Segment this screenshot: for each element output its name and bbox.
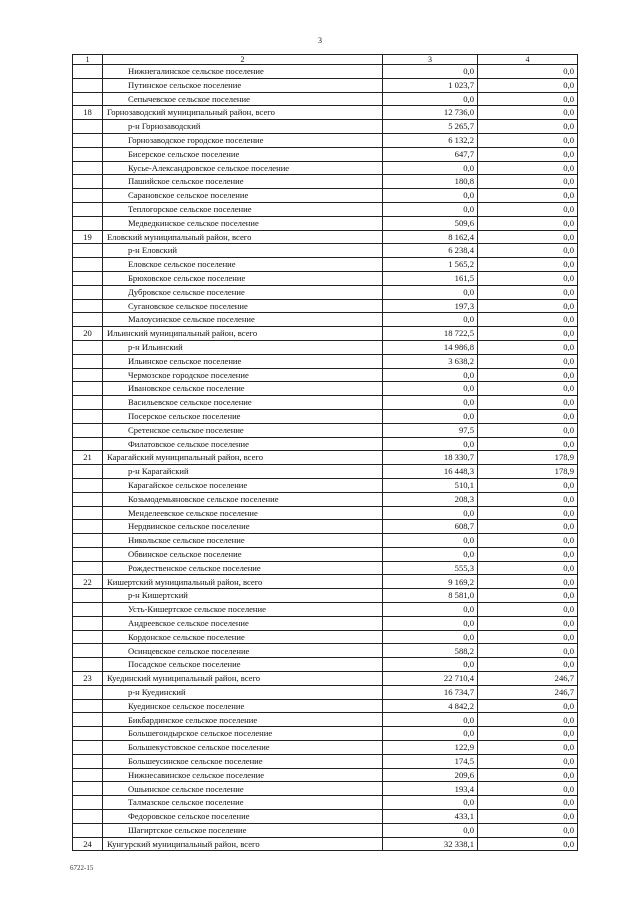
table-row: [73, 658, 578, 672]
value-col-4: 0,0: [478, 285, 578, 299]
value-col-4: 246,7: [478, 672, 578, 686]
table-row: [73, 92, 578, 106]
row-number: [73, 340, 103, 354]
row-name: Карагайское сельское поселение: [103, 478, 383, 492]
value-col-3: 18 330,7: [383, 451, 478, 465]
value-col-3: 0,0: [383, 713, 478, 727]
table-row: [73, 520, 578, 534]
footer-code: 6722-15: [70, 864, 94, 872]
table-row: [73, 340, 578, 354]
value-col-4: 0,0: [478, 133, 578, 147]
row-name: Рождественское сельское поселение: [103, 561, 383, 575]
table-row: [73, 837, 578, 851]
value-col-4: 0,0: [478, 271, 578, 285]
value-col-4: 0,0: [478, 782, 578, 796]
row-name: Кордонское сельское поселение: [103, 630, 383, 644]
row-number: 18: [73, 106, 103, 120]
value-col-4: 0,0: [478, 616, 578, 630]
value-col-4: 0,0: [478, 423, 578, 437]
table-row: [73, 768, 578, 782]
value-col-4: 0,0: [478, 727, 578, 741]
table-row: [73, 106, 578, 120]
value-col-3: 180,8: [383, 175, 478, 189]
value-col-4: 0,0: [478, 796, 578, 810]
value-col-4: 0,0: [478, 520, 578, 534]
value-col-4: 0,0: [478, 120, 578, 134]
value-col-4: 0,0: [478, 534, 578, 548]
row-number: [73, 465, 103, 479]
value-col-4: 0,0: [478, 202, 578, 216]
value-col-4: 0,0: [478, 837, 578, 851]
row-name: Нижнесавинское сельское поселение: [103, 768, 383, 782]
value-col-3: 3 638,2: [383, 354, 478, 368]
row-number: 22: [73, 575, 103, 589]
row-number: [73, 658, 103, 672]
row-number: [73, 534, 103, 548]
row-number: [73, 561, 103, 575]
value-col-4: 0,0: [478, 810, 578, 824]
row-name: Дубровское сельское поселение: [103, 285, 383, 299]
value-col-3: 8 581,0: [383, 589, 478, 603]
value-col-3: 510,1: [383, 478, 478, 492]
value-col-3: 5 265,7: [383, 120, 478, 134]
row-name: Козьмодемьяновское сельское поселение: [103, 492, 383, 506]
row-name: Брюховское сельское поселение: [103, 271, 383, 285]
value-col-4: 0,0: [478, 437, 578, 451]
value-col-3: 12 736,0: [383, 106, 478, 120]
value-col-4: 178,9: [478, 465, 578, 479]
row-number: [73, 354, 103, 368]
value-col-3: 0,0: [383, 285, 478, 299]
row-number: [73, 520, 103, 534]
row-number: [73, 133, 103, 147]
row-name: Малоусинское сельское поселение: [103, 313, 383, 327]
table-row: [73, 685, 578, 699]
value-col-4: 0,0: [478, 354, 578, 368]
value-col-3: 97,5: [383, 423, 478, 437]
table-row: [73, 258, 578, 272]
value-col-3: 193,4: [383, 782, 478, 796]
table-row: [73, 189, 578, 203]
value-col-3: 0,0: [383, 396, 478, 410]
value-col-3: 6 132,2: [383, 133, 478, 147]
value-col-4: 178,9: [478, 451, 578, 465]
row-number: [73, 313, 103, 327]
value-col-4: 0,0: [478, 327, 578, 341]
row-name: Посадское сельское поселение: [103, 658, 383, 672]
value-col-3: 161,5: [383, 271, 478, 285]
value-col-4: 0,0: [478, 147, 578, 161]
table-row: [73, 727, 578, 741]
table-row: [73, 175, 578, 189]
table-row: [73, 699, 578, 713]
value-col-3: 0,0: [383, 603, 478, 617]
row-name: Менделеевское сельское поселение: [103, 506, 383, 520]
table-row: [73, 589, 578, 603]
row-name: р-н Ильинский: [103, 340, 383, 354]
row-name: Сретенское сельское поселение: [103, 423, 383, 437]
value-col-3: 555,3: [383, 561, 478, 575]
value-col-3: 433,1: [383, 810, 478, 824]
row-name: Нижнегалинское сельское поселение: [103, 65, 383, 79]
value-col-4: 0,0: [478, 768, 578, 782]
value-col-3: 647,7: [383, 147, 478, 161]
value-col-4: 0,0: [478, 368, 578, 382]
row-name: Путинское сельское поселение: [103, 78, 383, 92]
row-number: [73, 65, 103, 79]
value-col-4: 0,0: [478, 216, 578, 230]
table-row: [73, 285, 578, 299]
row-number: [73, 547, 103, 561]
value-col-4: 0,0: [478, 382, 578, 396]
value-col-3: 8 162,4: [383, 230, 478, 244]
value-col-4: 0,0: [478, 630, 578, 644]
table-row: [73, 823, 578, 837]
table-row: [73, 423, 578, 437]
row-name: Большекустовское сельское поселение: [103, 741, 383, 755]
value-col-3: 122,9: [383, 741, 478, 755]
value-col-4: 0,0: [478, 106, 578, 120]
value-col-3: 14 986,8: [383, 340, 478, 354]
row-name: Карагайский муниципальный район, всего: [103, 451, 383, 465]
row-number: [73, 616, 103, 630]
table-header-row: [73, 55, 578, 65]
value-col-4: 0,0: [478, 575, 578, 589]
budget-table: [72, 54, 578, 851]
row-name: Медведкинское сельское поселение: [103, 216, 383, 230]
row-number: [73, 492, 103, 506]
value-col-4: 0,0: [478, 409, 578, 423]
table-row: [73, 782, 578, 796]
table-row: [73, 534, 578, 548]
row-number: [73, 409, 103, 423]
row-number: [73, 768, 103, 782]
row-name: Кишертский муниципальный район, всего: [103, 575, 383, 589]
value-col-4: 0,0: [478, 189, 578, 203]
value-col-4: 246,7: [478, 685, 578, 699]
row-number: [73, 713, 103, 727]
row-number: 20: [73, 327, 103, 341]
row-number: [73, 120, 103, 134]
value-col-3: 209,6: [383, 768, 478, 782]
value-col-4: 0,0: [478, 175, 578, 189]
row-number: [73, 161, 103, 175]
value-col-3: 0,0: [383, 437, 478, 451]
row-number: [73, 258, 103, 272]
table-row: [73, 133, 578, 147]
value-col-3: 16 734,7: [383, 685, 478, 699]
row-name: Теплогорское сельское поселение: [103, 202, 383, 216]
value-col-4: 0,0: [478, 603, 578, 617]
row-name: р-н Карагайский: [103, 465, 383, 479]
value-col-4: 0,0: [478, 547, 578, 561]
value-col-3: 509,6: [383, 216, 478, 230]
value-col-3: 32 338,1: [383, 837, 478, 851]
value-col-4: 0,0: [478, 396, 578, 410]
value-col-3: 9 169,2: [383, 575, 478, 589]
value-col-3: 588,2: [383, 644, 478, 658]
table-row: [73, 547, 578, 561]
value-col-3: 0,0: [383, 547, 478, 561]
row-number: [73, 796, 103, 810]
row-name: Большеусинское сельское поселение: [103, 754, 383, 768]
value-col-4: 0,0: [478, 713, 578, 727]
value-col-3: 4 842,2: [383, 699, 478, 713]
row-number: [73, 244, 103, 258]
value-col-4: 0,0: [478, 313, 578, 327]
table-row: [73, 603, 578, 617]
value-col-3: 0,0: [383, 189, 478, 203]
value-col-3: 0,0: [383, 616, 478, 630]
row-name: Андреевское сельское поселение: [103, 616, 383, 630]
value-col-4: 0,0: [478, 823, 578, 837]
row-number: [73, 782, 103, 796]
table-row: [73, 644, 578, 658]
value-col-4: 0,0: [478, 741, 578, 755]
row-name: Пашийское сельское поселение: [103, 175, 383, 189]
row-name: Осинцевское сельское поселение: [103, 644, 383, 658]
row-name: Ошьинское сельское поселение: [103, 782, 383, 796]
table-row: [73, 368, 578, 382]
row-number: [73, 727, 103, 741]
row-name: Ивановское сельское поселение: [103, 382, 383, 396]
row-number: [73, 271, 103, 285]
value-col-3: 16 448,3: [383, 465, 478, 479]
row-number: [73, 644, 103, 658]
table-row: [73, 630, 578, 644]
row-name: Сарановское сельское поселение: [103, 189, 383, 203]
table-row: [73, 216, 578, 230]
row-name: Ильинское сельское поселение: [103, 354, 383, 368]
row-number: 24: [73, 837, 103, 851]
table-row: [73, 409, 578, 423]
column-header: 3: [383, 55, 478, 65]
row-number: [73, 437, 103, 451]
value-col-3: 0,0: [383, 313, 478, 327]
row-name: Ильинский муниципальный район, всего: [103, 327, 383, 341]
row-number: [73, 175, 103, 189]
table-row: [73, 65, 578, 79]
value-col-4: 0,0: [478, 244, 578, 258]
row-name: Посерское сельское поселение: [103, 409, 383, 423]
value-col-3: 0,0: [383, 534, 478, 548]
table-row: [73, 616, 578, 630]
row-name: Бикбардинское сельское поселение: [103, 713, 383, 727]
row-name: Кунгурский муниципальный район, всего: [103, 837, 383, 851]
column-header: 2: [103, 55, 383, 65]
value-col-3: 0,0: [383, 506, 478, 520]
row-number: [73, 216, 103, 230]
value-col-4: 0,0: [478, 78, 578, 92]
value-col-4: 0,0: [478, 492, 578, 506]
value-col-3: 0,0: [383, 796, 478, 810]
value-col-3: 0,0: [383, 65, 478, 79]
row-name: Усть-Кишертское сельское поселение: [103, 603, 383, 617]
table-row: [73, 810, 578, 824]
row-number: 21: [73, 451, 103, 465]
value-col-4: 0,0: [478, 92, 578, 106]
value-col-3: 0,0: [383, 658, 478, 672]
row-number: 23: [73, 672, 103, 686]
value-col-3: 18 722,5: [383, 327, 478, 341]
row-name: р-н Еловский: [103, 244, 383, 258]
row-name: Федоровское сельское поселение: [103, 810, 383, 824]
value-col-4: 0,0: [478, 658, 578, 672]
row-number: [73, 699, 103, 713]
table-row: [73, 354, 578, 368]
table-row: [73, 754, 578, 768]
table-row: [73, 672, 578, 686]
table-row: [73, 147, 578, 161]
row-number: [73, 189, 103, 203]
row-name: Нердвинское сельское поселение: [103, 520, 383, 534]
row-name: р-н Кишертский: [103, 589, 383, 603]
table-row: [73, 161, 578, 175]
value-col-4: 0,0: [478, 65, 578, 79]
row-number: [73, 382, 103, 396]
value-col-3: 0,0: [383, 202, 478, 216]
table-row: [73, 451, 578, 465]
value-col-4: 0,0: [478, 258, 578, 272]
value-col-3: 0,0: [383, 727, 478, 741]
row-name: Еловское сельское поселение: [103, 258, 383, 272]
value-col-3: 0,0: [383, 382, 478, 396]
row-number: [73, 630, 103, 644]
value-col-3: 22 710,4: [383, 672, 478, 686]
row-name: р-н Горнозаводский: [103, 120, 383, 134]
row-name: Горнозаводское городское поселение: [103, 133, 383, 147]
value-col-4: 0,0: [478, 161, 578, 175]
table-row: [73, 478, 578, 492]
row-number: [73, 202, 103, 216]
row-number: [73, 396, 103, 410]
table-row: [73, 561, 578, 575]
table-row: [73, 741, 578, 755]
value-col-4: 0,0: [478, 299, 578, 313]
row-name: Сугановское сельское поселение: [103, 299, 383, 313]
row-name: Куединский муниципальный район, всего: [103, 672, 383, 686]
table-row: [73, 78, 578, 92]
row-name: Талмазское сельское поселение: [103, 796, 383, 810]
table-row: [73, 327, 578, 341]
row-number: [73, 685, 103, 699]
column-header: 4: [478, 55, 578, 65]
row-number: [73, 285, 103, 299]
row-number: [73, 299, 103, 313]
row-name: Горнозаводский муниципальный район, всего: [103, 106, 383, 120]
value-col-3: 208,3: [383, 492, 478, 506]
value-col-3: 197,3: [383, 299, 478, 313]
table-row: [73, 506, 578, 520]
table-row: [73, 230, 578, 244]
row-number: [73, 78, 103, 92]
table-row: [73, 382, 578, 396]
value-col-3: 0,0: [383, 409, 478, 423]
table-row: [73, 437, 578, 451]
value-col-4: 0,0: [478, 506, 578, 520]
row-name: Еловский муниципальный район, всего: [103, 230, 383, 244]
row-number: [73, 368, 103, 382]
value-col-3: 0,0: [383, 92, 478, 106]
value-col-4: 0,0: [478, 644, 578, 658]
table-row: [73, 796, 578, 810]
row-number: [73, 423, 103, 437]
row-number: [73, 506, 103, 520]
row-number: [73, 478, 103, 492]
value-col-3: 1 023,7: [383, 78, 478, 92]
table-row: [73, 120, 578, 134]
row-name: Васильевское сельское поселение: [103, 396, 383, 410]
row-name: Бисерское сельское поселение: [103, 147, 383, 161]
row-number: [73, 589, 103, 603]
row-name: Никольское сельское поселение: [103, 534, 383, 548]
value-col-4: 0,0: [478, 754, 578, 768]
row-number: [73, 823, 103, 837]
row-number: [73, 603, 103, 617]
row-number: 19: [73, 230, 103, 244]
value-col-3: 0,0: [383, 630, 478, 644]
table-row: [73, 465, 578, 479]
value-col-3: 174,5: [383, 754, 478, 768]
row-number: [73, 92, 103, 106]
value-col-3: 0,0: [383, 823, 478, 837]
row-name: Шагиртское сельское поселение: [103, 823, 383, 837]
row-name: Обвинское сельское поселение: [103, 547, 383, 561]
value-col-4: 0,0: [478, 478, 578, 492]
value-col-4: 0,0: [478, 230, 578, 244]
table-body: [73, 65, 578, 851]
row-number: [73, 147, 103, 161]
table-row: [73, 244, 578, 258]
value-col-3: 0,0: [383, 161, 478, 175]
row-name: Большегондырское сельское поселение: [103, 727, 383, 741]
table-row: [73, 575, 578, 589]
row-name: Сепычевское сельское поселение: [103, 92, 383, 106]
value-col-3: 608,7: [383, 520, 478, 534]
row-number: [73, 741, 103, 755]
table-row: [73, 396, 578, 410]
value-col-4: 0,0: [478, 340, 578, 354]
table-row: [73, 713, 578, 727]
row-number: [73, 754, 103, 768]
column-header: 1: [73, 55, 103, 65]
value-col-4: 0,0: [478, 561, 578, 575]
row-name: Филатовское сельское поселение: [103, 437, 383, 451]
table-row: [73, 492, 578, 506]
value-col-3: 0,0: [383, 368, 478, 382]
row-name: Чермозское городское поселение: [103, 368, 383, 382]
value-col-3: 1 565,2: [383, 258, 478, 272]
table-row: [73, 202, 578, 216]
value-col-3: 6 238,4: [383, 244, 478, 258]
row-number: [73, 810, 103, 824]
value-col-4: 0,0: [478, 589, 578, 603]
row-name: р-н Куединский: [103, 685, 383, 699]
page-number: 3: [318, 36, 322, 45]
value-col-4: 0,0: [478, 699, 578, 713]
row-name: Куединское сельское поселение: [103, 699, 383, 713]
table-row: [73, 299, 578, 313]
table-row: [73, 313, 578, 327]
table-row: [73, 271, 578, 285]
row-name: Кусье-Александровское сельское поселение: [103, 161, 383, 175]
